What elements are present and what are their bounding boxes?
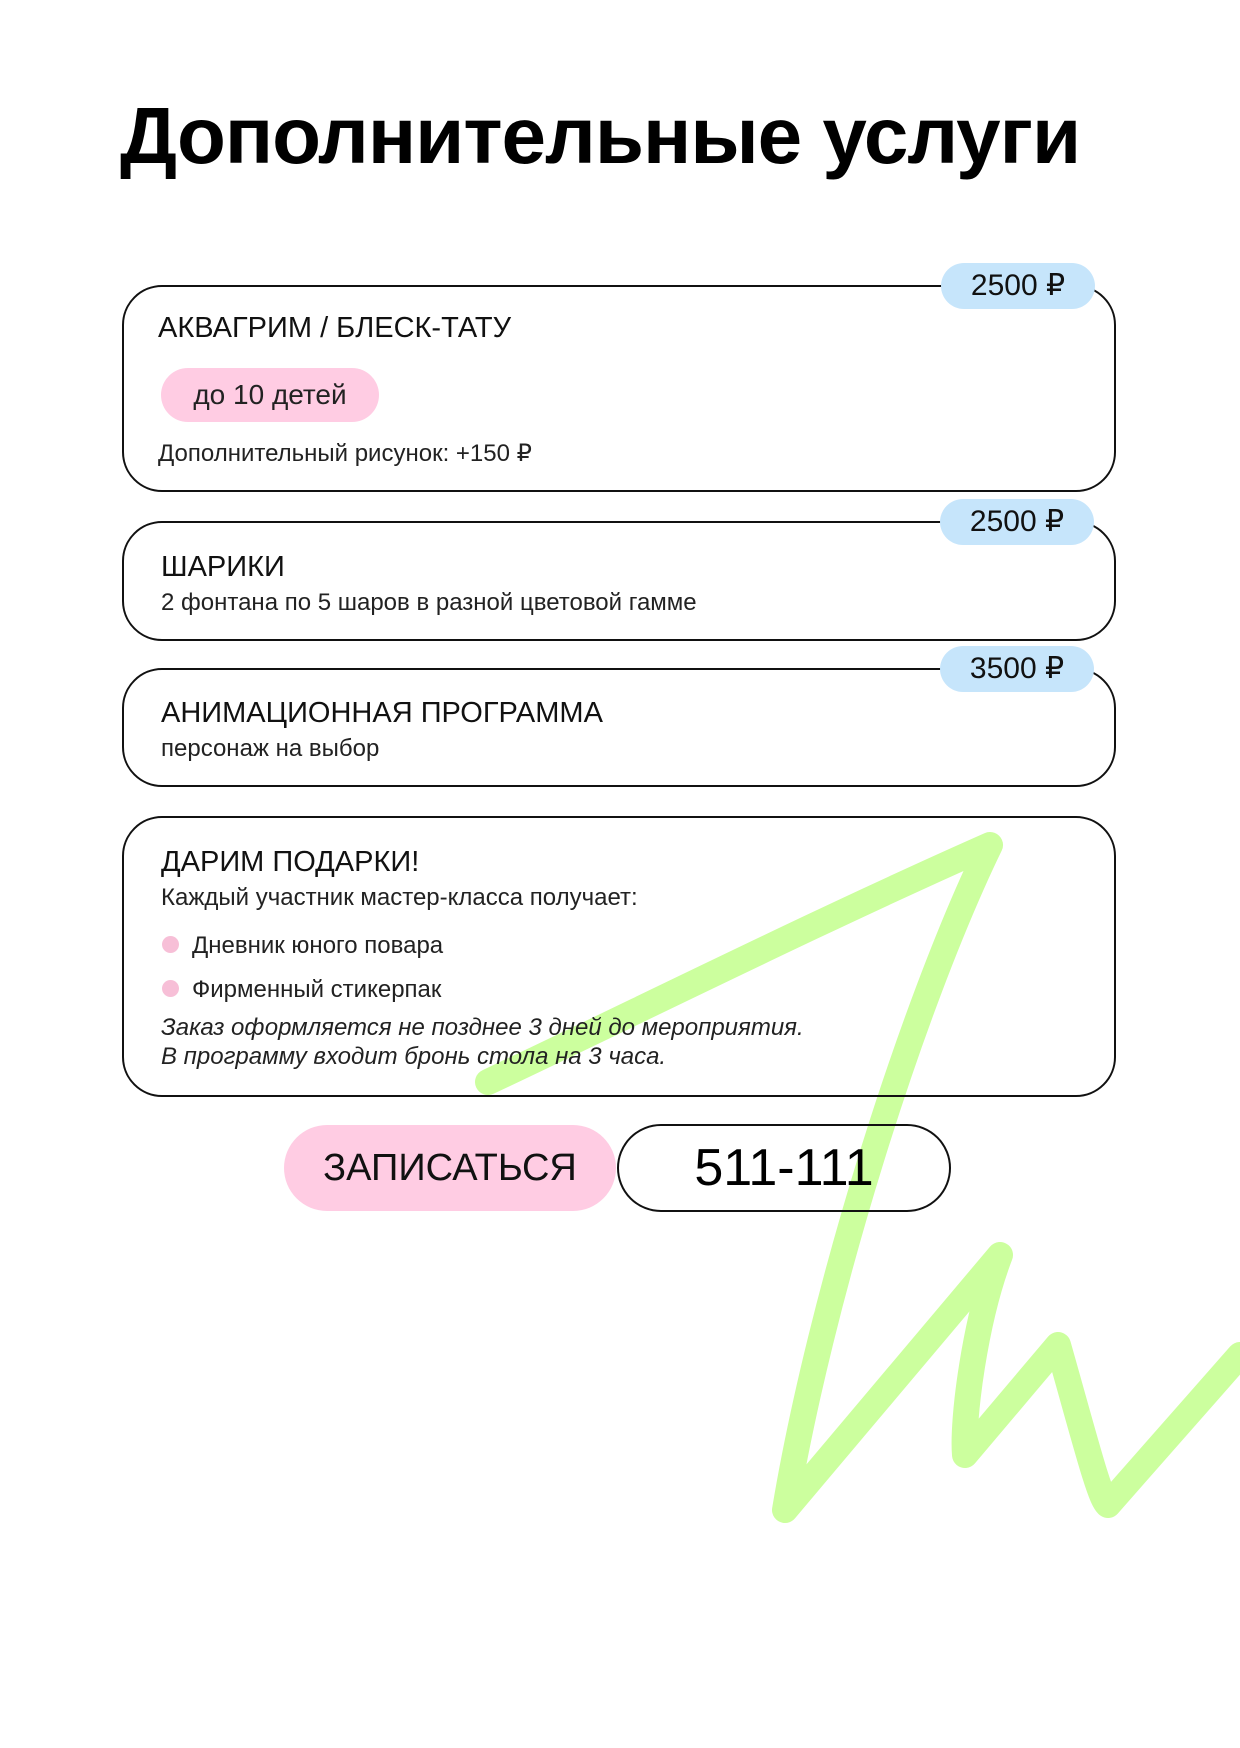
children-limit-pill: до 10 детей — [161, 368, 379, 422]
price-badge: 2500 ₽ — [941, 263, 1095, 309]
gifts-title: ДАРИМ ПОДАРКИ! — [161, 846, 420, 878]
service-title: АНИМАЦИОННАЯ ПРОГРАММА — [161, 697, 603, 729]
order-note — [161, 1013, 804, 1071]
gift-list — [162, 924, 443, 1012]
service-description: 2 фонтана по 5 шаров в разной цветовой гамме — [161, 589, 697, 616]
gift-item-label: Фирменный стикерпак — [192, 976, 442, 1003]
price-badge: 2500 ₽ — [940, 499, 1094, 545]
page-title: Дополнительные услуги — [120, 91, 1081, 180]
sign-up-button[interactable]: ЗАПИСАТЬСЯ — [284, 1125, 616, 1211]
list-item — [162, 924, 443, 968]
extra-drawing-note: Дополнительный рисунок: +150 ₽ — [158, 440, 532, 467]
gifts-intro: Каждый участник мастер-класса получает: — [161, 884, 638, 911]
service-title: ШАРИКИ — [161, 551, 285, 583]
order-note-line: Заказ оформляется не позднее 3 дней до мероприятия. — [161, 1014, 804, 1041]
gifts-card — [122, 816, 1116, 1097]
phone-number[interactable]: 511-111 — [617, 1124, 951, 1212]
service-card-aquagrim — [122, 285, 1116, 492]
list-item — [162, 968, 443, 1012]
bullet-dot-icon — [162, 980, 179, 997]
bullet-dot-icon — [162, 936, 179, 953]
service-title: АКВАГРИМ / БЛЕСК-ТАТУ — [158, 312, 512, 344]
price-badge: 3500 ₽ — [940, 646, 1094, 692]
gift-item-label: Дневник юного повара — [192, 932, 444, 959]
order-note-line: В программу входит бронь стола на 3 часа. — [161, 1043, 667, 1070]
service-description: персонаж на выбор — [161, 735, 380, 762]
